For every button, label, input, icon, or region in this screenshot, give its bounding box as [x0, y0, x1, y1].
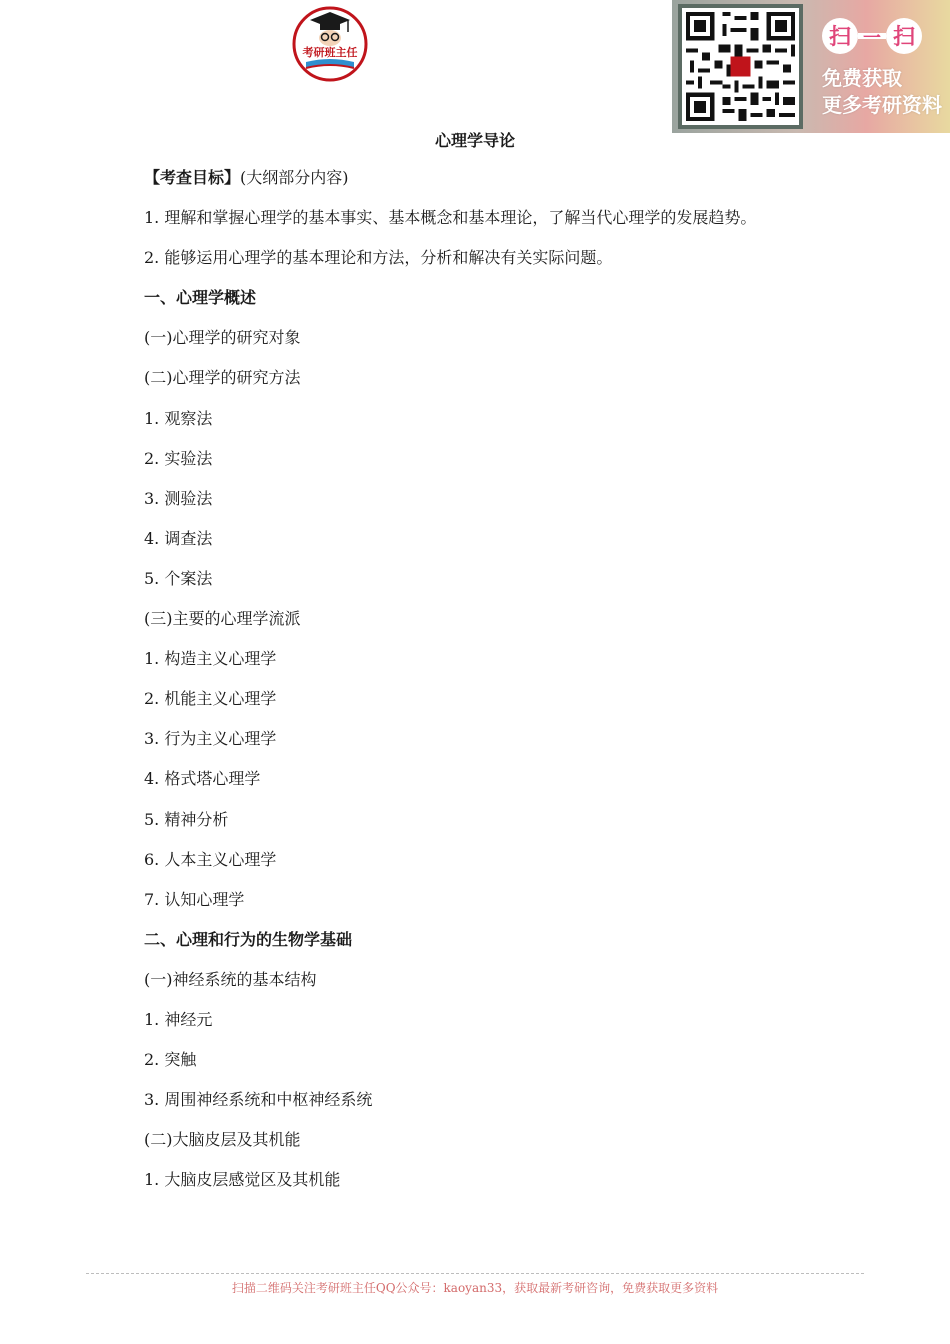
footer-divider	[86, 1273, 864, 1274]
outline-item: 3. 周围神经系统和中枢神经系统	[144, 1090, 373, 1109]
objective-line	[144, 168, 349, 188]
section-heading: 二、心理和行为的生物学基础	[144, 930, 353, 949]
outline-item: (二)大脑皮层及其机能	[144, 1130, 301, 1149]
outline-item: (二)心理学的研究方法	[144, 368, 301, 387]
outline-item: (一)神经系统的基本结构	[144, 970, 317, 989]
section-heading: 一、心理学概述	[144, 288, 257, 307]
outline-item: 2. 能够运用心理学的基本理论和方法，分析和解决有关实际问题。	[144, 248, 613, 267]
outline-item: 5. 精神分析	[144, 810, 229, 829]
brand-logo	[290, 4, 370, 82]
qr-code[interactable]	[678, 4, 803, 129]
outline-item: (一)心理学的研究对象	[144, 328, 301, 347]
scan-label-char: 一	[863, 28, 881, 49]
outline-item: 1. 观察法	[144, 409, 213, 428]
outline-item: 1. 大脑皮层感觉区及其机能	[144, 1170, 341, 1189]
outline-item: 4. 格式塔心理学	[144, 769, 261, 788]
outline-item: 1. 神经元	[144, 1010, 213, 1029]
graduation-cap-icon	[290, 4, 370, 82]
outline-item: (三)主要的心理学流派	[144, 609, 301, 628]
scan-label-char: 扫	[892, 25, 916, 50]
footer-note: 扫描二维码关注考研班主任QQ公众号：kaoyan33，获取最新考研咨询，免费获取更多资料	[231, 1281, 719, 1295]
qr-promo-line2: 更多考研资料	[822, 93, 942, 117]
outline-item: 4. 调查法	[144, 529, 213, 548]
outline-item: 1. 构造主义心理学	[144, 649, 277, 668]
scan-label-char: 扫	[828, 25, 852, 50]
document-title: 心理学导论	[434, 131, 515, 150]
qr-promo-line1: 免费获取	[822, 66, 902, 90]
logo-text: 考研班主任	[302, 46, 358, 59]
outline-item: 1. 理解和掌握心理学的基本事实、基本概念和基本理论，了解当代心理学的发展趋势。	[144, 208, 757, 227]
outline-item: 7. 认知心理学	[144, 890, 245, 909]
qr-banner[interactable]	[672, 0, 950, 133]
objective-heading: 【考查目标】	[144, 168, 241, 187]
outline-item: 3. 测验法	[144, 489, 213, 508]
outline-item: 3. 行为主义心理学	[144, 729, 277, 748]
outline-item: 2. 机能主义心理学	[144, 689, 277, 708]
outline-item: 2. 实验法	[144, 449, 213, 468]
objective-note: (大纲部分内容)	[240, 168, 349, 187]
qr-code-icon	[682, 8, 799, 125]
outline-item: 6. 人本主义心理学	[144, 850, 277, 869]
outline-item: 5. 个案法	[144, 569, 213, 588]
outline-item: 2. 突触	[144, 1050, 197, 1069]
scan-badge-icon	[820, 14, 940, 58]
